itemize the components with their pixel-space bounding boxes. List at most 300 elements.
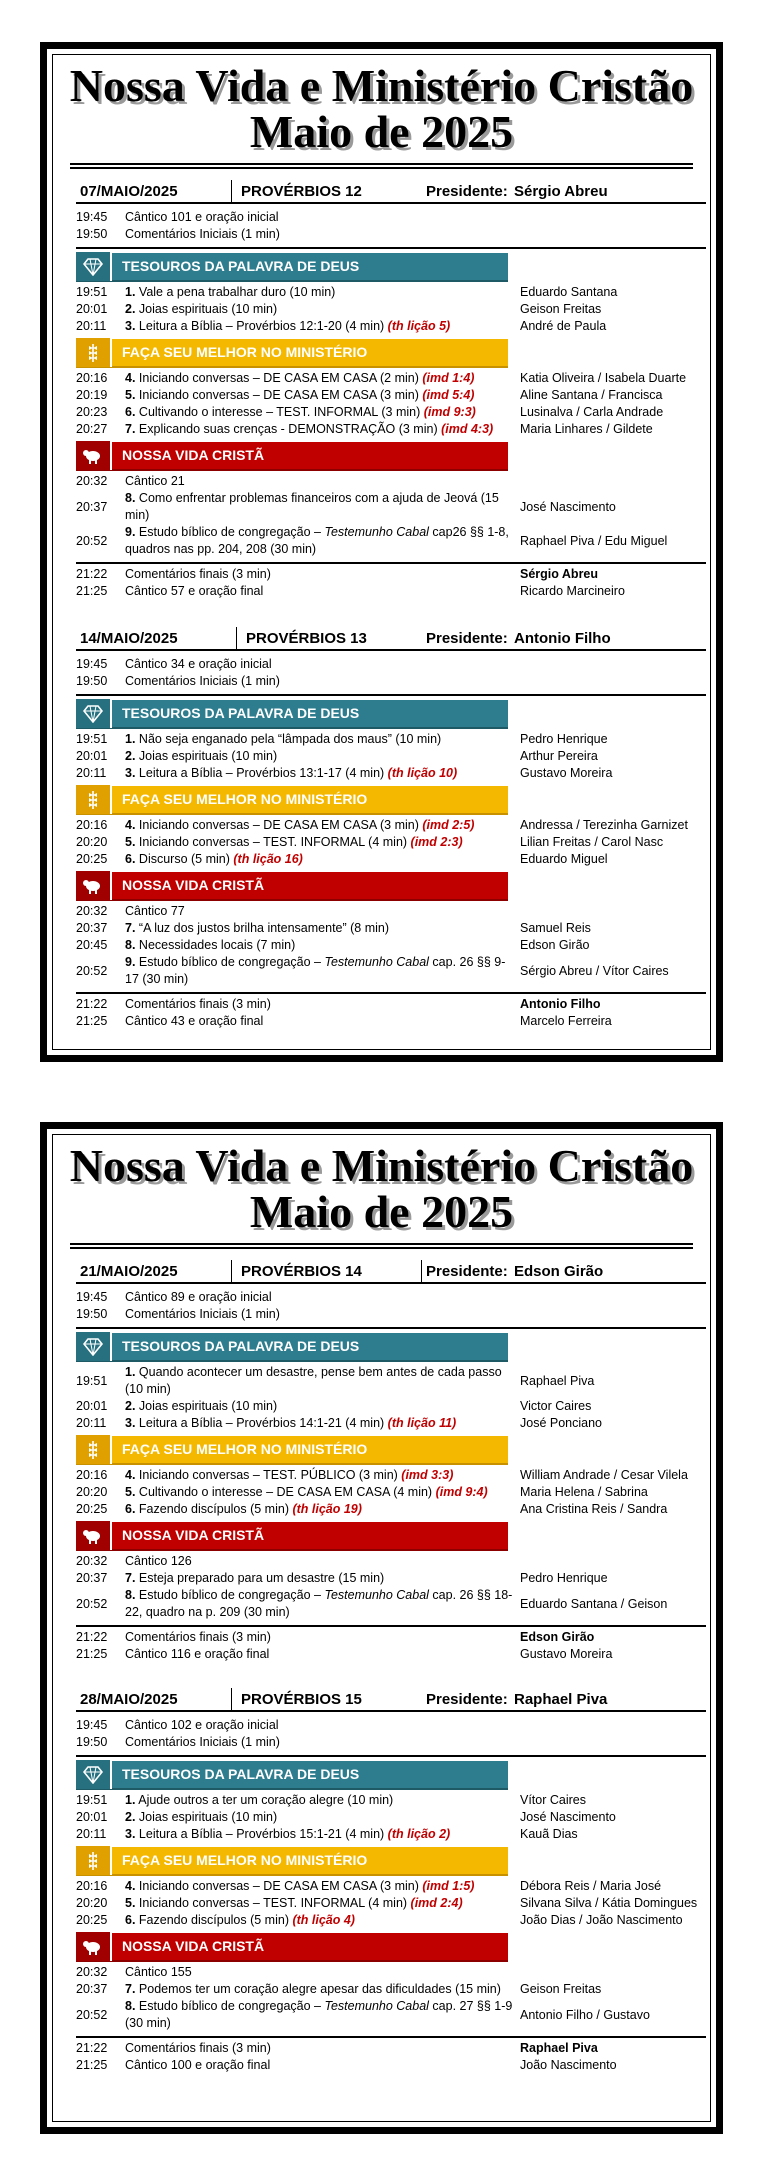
row-assignee: Geison Freitas xyxy=(520,1982,602,1996)
part-reference: (th lição 11) xyxy=(387,1416,457,1430)
row-time: 20:20 xyxy=(76,1896,108,1910)
week-header xyxy=(76,180,706,204)
row-part xyxy=(125,937,520,954)
row-time: 19:45 xyxy=(76,1718,108,1732)
part-number: 3. xyxy=(125,1827,136,1841)
row-part xyxy=(125,1629,520,1646)
part-text: Iniciando conversas – DE CASA EM CASA (3 min) xyxy=(138,388,423,402)
section-icon xyxy=(76,1435,112,1464)
program-row xyxy=(76,1306,706,1323)
part-text: Comentários Iniciais (1 min) xyxy=(125,1735,280,1749)
row-assignee: Victor Caires xyxy=(520,1399,592,1413)
row-time: 20:01 xyxy=(76,749,108,763)
row-assignee: João Dias / João Nascimento xyxy=(520,1913,683,1927)
program-row xyxy=(76,954,706,988)
part-text: Iniciando conversas – TEST. INFORMAL (4 min) xyxy=(138,1896,411,1910)
program-row xyxy=(76,748,706,765)
part-number: 4. xyxy=(125,371,136,385)
program-row xyxy=(76,1484,706,1501)
part-text: Leitura a Bíblia – Provérbios 15:1-21 (4 min) xyxy=(138,1827,388,1841)
part-text: Comentários finais (3 min) xyxy=(125,2041,271,2055)
row-assignee: Antonio Filho xyxy=(520,997,601,1011)
row-time: 20:37 xyxy=(76,499,108,514)
program-row xyxy=(76,2057,706,2074)
row-time: 20:11 xyxy=(76,1416,107,1430)
part-reference: (imd 1:4) xyxy=(422,371,475,385)
schedule-page-2 xyxy=(40,1122,723,2134)
part-book-title: Testemunho Cabal xyxy=(324,1999,429,2013)
row-time: 20:20 xyxy=(76,1485,108,1499)
section-icon xyxy=(76,252,112,281)
row-time: 20:20 xyxy=(76,835,108,849)
row-part xyxy=(125,404,520,421)
program-row xyxy=(76,284,706,301)
week-header xyxy=(76,627,706,651)
part-number: 5. xyxy=(125,388,136,402)
part-number: 4. xyxy=(125,1879,136,1893)
row-part xyxy=(125,1998,520,2032)
row-assignee: Raphael Piva / Edu Miguel xyxy=(520,533,668,548)
row-time: 19:50 xyxy=(76,227,108,241)
part-number: 9. xyxy=(125,525,136,539)
part-number: 6. xyxy=(125,1913,136,1927)
wheat-icon xyxy=(86,1851,100,1871)
row-part xyxy=(125,656,520,673)
row-assignee: Andressa / Terezinha Garnizet xyxy=(520,818,688,832)
row-part xyxy=(125,2057,520,2074)
row-assignee: Ana Cristina Reis / Sandra xyxy=(520,1502,668,1516)
program-row xyxy=(76,834,706,851)
part-text: Comentários Iniciais (1 min) xyxy=(125,227,280,241)
row-assignee: Eduardo Santana xyxy=(520,285,618,299)
part-text: Cântico 101 e oração inicial xyxy=(125,210,279,224)
part-number: 2. xyxy=(125,1399,136,1413)
part-number: 4. xyxy=(125,1468,136,1482)
part-number: 6. xyxy=(125,405,136,419)
part-text: Comentários Iniciais (1 min) xyxy=(125,674,280,688)
program-row xyxy=(76,1912,706,1929)
part-number: 1. xyxy=(125,1793,136,1807)
section-header-tes xyxy=(76,700,508,729)
row-assignee: Samuel Reis xyxy=(520,921,591,935)
row-assignee: Edson Girão xyxy=(520,1630,595,1644)
row-part xyxy=(125,490,520,524)
row-assignee: Kauã Dias xyxy=(520,1827,578,1841)
row-assignee: Geison Freitas xyxy=(520,302,602,316)
part-number: 7. xyxy=(125,422,136,436)
row-part xyxy=(125,765,520,782)
part-text-cont: cap. 26 §§ 18-22, quadro na p. 209 (30 min) xyxy=(125,1588,513,1619)
row-part xyxy=(125,731,520,748)
program-row xyxy=(76,473,706,490)
part-text: Cântico 100 e oração final xyxy=(125,2058,271,2072)
row-part xyxy=(125,1501,520,1518)
row-part xyxy=(125,2040,520,2057)
section-icon xyxy=(76,338,112,367)
row-time: 20:52 xyxy=(76,2007,108,2022)
section-title: FAÇA SEU MELHOR NO MINISTÉRIO xyxy=(122,791,368,807)
part-text: Comentários Iniciais (1 min) xyxy=(125,1307,280,1321)
part-text: Cultivando o interesse – TEST. INFORMAL (3 min) xyxy=(138,405,424,419)
row-time: 20:27 xyxy=(76,422,108,436)
row-assignee: Silvana Silva / Kátia Domingues xyxy=(520,1896,698,1910)
program-row xyxy=(76,673,706,690)
section-icon xyxy=(76,1760,112,1789)
page-title xyxy=(53,60,710,157)
part-number: 1. xyxy=(125,1365,136,1379)
row-time: 20:01 xyxy=(76,1399,108,1413)
row-assignee: Lusinalva / Carla Andrade xyxy=(520,405,664,419)
row-assignee: Edson Girão xyxy=(520,938,590,952)
row-time: 19:45 xyxy=(76,210,108,224)
part-text: Iniciando conversas – DE CASA EM CASA (2 min) xyxy=(138,371,423,385)
part-reference: (imd 2:4) xyxy=(410,1896,463,1910)
part-text: Quando acontecer um desastre, pense bem antes de cada passo (10 min) xyxy=(125,1365,502,1396)
program-row xyxy=(76,817,706,834)
program-row xyxy=(76,318,706,335)
part-text: Como enfrentar problemas financeiros com a ajuda de Jeová (15 min) xyxy=(125,491,499,522)
part-reference: (imd 4:3) xyxy=(441,422,494,436)
row-time: 20:11 xyxy=(76,319,107,333)
section-header-nvc xyxy=(76,442,508,471)
row-time: 20:16 xyxy=(76,371,108,385)
section-title: FAÇA SEU MELHOR NO MINISTÉRIO xyxy=(122,1441,368,1457)
row-time: 21:22 xyxy=(76,2041,108,2055)
part-text: Cântico 155 xyxy=(125,1965,192,1979)
row-assignee: José Ponciano xyxy=(520,1416,603,1430)
part-number: 9. xyxy=(125,955,136,969)
part-number: 3. xyxy=(125,319,136,333)
row-assignee: Gustavo Moreira xyxy=(520,766,613,780)
part-text: Cântico 89 e oração inicial xyxy=(125,1290,272,1304)
part-reference: (imd 9:3) xyxy=(423,405,476,419)
row-time: 20:25 xyxy=(76,1502,108,1516)
section-header-fac xyxy=(76,786,508,815)
row-time: 20:37 xyxy=(76,1571,108,1585)
row-part xyxy=(125,421,520,438)
sheep-icon xyxy=(82,1938,104,1956)
row-assignee: Lilian Freitas / Carol Nasc xyxy=(520,835,664,849)
week-reading: PROVÉRBIOS 14 xyxy=(241,1263,362,1280)
section-title: NOSSA VIDA CRISTÃ xyxy=(122,877,265,893)
divider xyxy=(76,1625,706,1627)
row-assignee: André de Paula xyxy=(520,319,607,333)
page-title xyxy=(53,1140,710,1237)
part-text: Iniciando conversas – DE CASA EM CASA (3 min) xyxy=(138,818,423,832)
program-row xyxy=(76,421,706,438)
diamond-icon xyxy=(83,705,103,723)
program-row xyxy=(76,209,706,226)
part-text: Joias espirituais (10 min) xyxy=(138,302,278,316)
program-row xyxy=(76,903,706,920)
week-date: 07/MAIO/2025 xyxy=(80,183,178,200)
title-line-2: Maio de 2025 xyxy=(249,1186,514,1237)
row-part xyxy=(125,1826,520,1843)
row-part xyxy=(125,1912,520,1929)
part-text: Estudo bíblico de congregação – xyxy=(138,955,325,969)
divider xyxy=(76,562,706,564)
president-label: Presidente: xyxy=(426,183,508,200)
program-row xyxy=(76,1364,706,1398)
row-time: 20:32 xyxy=(76,1965,108,1979)
part-number: 8. xyxy=(125,491,136,505)
part-text: Cântico 102 e oração inicial xyxy=(125,1718,279,1732)
row-assignee: Pedro Henrique xyxy=(520,732,608,746)
row-time: 19:51 xyxy=(76,1793,108,1807)
row-assignee: Maria Linhares / Gildete xyxy=(520,422,653,436)
row-part xyxy=(125,583,520,600)
row-time: 19:50 xyxy=(76,1735,108,1749)
row-part xyxy=(125,954,520,988)
part-text: Estudo bíblico de congregação – xyxy=(138,1588,325,1602)
row-part xyxy=(125,1570,520,1587)
part-text: Joias espirituais (10 min) xyxy=(138,749,278,763)
part-number: 5. xyxy=(125,1485,136,1499)
part-text: Cântico 77 xyxy=(125,904,185,918)
row-time: 20:52 xyxy=(76,1596,108,1611)
program-row xyxy=(76,1587,706,1621)
section-title: TESOUROS DA PALAVRA DE DEUS xyxy=(122,705,360,721)
row-assignee: José Nascimento xyxy=(520,499,616,514)
row-part xyxy=(125,996,520,1013)
divider xyxy=(76,1755,706,1757)
president-label: Presidente: xyxy=(426,1691,508,1708)
row-assignee: Arthur Pereira xyxy=(520,749,598,763)
program-row xyxy=(76,765,706,782)
week-reading: PROVÉRBIOS 15 xyxy=(241,1691,362,1708)
program-row xyxy=(76,1289,706,1306)
part-reference: (imd 9:4) xyxy=(435,1485,488,1499)
row-time: 20:16 xyxy=(76,1468,108,1482)
section-header-fac xyxy=(76,1847,508,1876)
part-text: Comentários finais (3 min) xyxy=(125,997,271,1011)
part-reference: (th lição 16) xyxy=(233,852,303,866)
part-text: Joias espirituais (10 min) xyxy=(138,1810,278,1824)
row-time: 19:50 xyxy=(76,1307,108,1321)
program-row xyxy=(76,524,706,558)
week-reading: PROVÉRBIOS 12 xyxy=(241,183,362,200)
row-part xyxy=(125,1467,520,1484)
row-part xyxy=(125,673,520,690)
part-text: Leitura a Bíblia – Provérbios 13:1-17 (4 min) xyxy=(138,766,388,780)
row-assignee: Vítor Caires xyxy=(520,1793,586,1807)
president-name: Antonio Filho xyxy=(514,630,611,647)
row-time: 19:45 xyxy=(76,1290,108,1304)
row-part xyxy=(125,1415,520,1432)
wheat-icon xyxy=(86,1440,100,1460)
row-assignee: William Andrade / Cesar Vilela xyxy=(520,1468,688,1482)
row-time: 20:01 xyxy=(76,302,108,316)
part-text: Cântico 126 xyxy=(125,1554,192,1568)
row-part xyxy=(125,209,520,226)
row-assignee: Eduardo Santana / Geison xyxy=(520,1596,668,1611)
row-assignee: Pedro Henrique xyxy=(520,1571,608,1585)
divider xyxy=(76,2036,706,2038)
row-part xyxy=(125,1646,520,1663)
header-divider xyxy=(231,180,232,202)
part-number: 1. xyxy=(125,285,136,299)
row-time: 19:51 xyxy=(76,285,108,299)
part-text: Podemos ter um coração alegre apesar das dificuldades (15 min) xyxy=(138,1982,501,1996)
part-text: Cultivando o interesse – DE CASA EM CASA (4 min) xyxy=(138,1485,436,1499)
section-icon xyxy=(76,441,112,470)
title-rule xyxy=(70,163,693,169)
row-time: 20:01 xyxy=(76,1810,108,1824)
part-number: 8. xyxy=(125,1588,136,1602)
row-time: 19:45 xyxy=(76,657,108,671)
part-number: 6. xyxy=(125,1502,136,1516)
part-number: 3. xyxy=(125,1416,136,1430)
part-number: 7. xyxy=(125,921,136,935)
program-row xyxy=(76,1398,706,1415)
row-time: 20:32 xyxy=(76,904,108,918)
week-block xyxy=(76,627,706,1030)
week-block xyxy=(76,1688,706,2074)
part-reference: (imd 2:3) xyxy=(410,835,463,849)
part-reference: (th lição 19) xyxy=(292,1502,362,1516)
row-part xyxy=(125,387,520,404)
part-text: Joias espirituais (10 min) xyxy=(138,1399,278,1413)
week-date: 21/MAIO/2025 xyxy=(80,1263,178,1280)
row-time: 20:16 xyxy=(76,1879,108,1893)
row-time: 20:37 xyxy=(76,921,108,935)
part-text: Iniciando conversas – DE CASA EM CASA (3 min) xyxy=(138,1879,423,1893)
part-text: Comentários finais (3 min) xyxy=(125,567,271,581)
program-row xyxy=(76,996,706,1013)
row-part xyxy=(125,748,520,765)
row-assignee: Eduardo Miguel xyxy=(520,852,608,866)
row-time: 20:19 xyxy=(76,388,108,402)
wheat-icon xyxy=(86,790,100,810)
row-part xyxy=(125,1484,520,1501)
program-row xyxy=(76,1415,706,1432)
section-title: FAÇA SEU MELHOR NO MINISTÉRIO xyxy=(122,344,368,360)
section-header-fac xyxy=(76,339,508,368)
row-time: 20:32 xyxy=(76,1554,108,1568)
week-date: 14/MAIO/2025 xyxy=(80,630,178,647)
sheep-icon xyxy=(82,1527,104,1545)
program-row xyxy=(76,583,706,600)
part-text-cont: cap26 §§ 1-8, quadros nas pp. 204, 208 (30 min) xyxy=(125,525,509,556)
part-book-title: Testemunho Cabal xyxy=(324,1588,429,1602)
row-part xyxy=(125,1981,520,1998)
row-time: 19:50 xyxy=(76,674,108,688)
program-row xyxy=(76,1646,706,1663)
section-title: FAÇA SEU MELHOR NO MINISTÉRIO xyxy=(122,1852,368,1868)
part-reference: (th lição 5) xyxy=(387,319,451,333)
part-number: 2. xyxy=(125,302,136,316)
program-row xyxy=(76,370,706,387)
section-header-nvc xyxy=(76,872,508,901)
title-line-2: Maio de 2025 xyxy=(249,106,514,157)
row-time: 21:25 xyxy=(76,584,108,598)
part-text: Iniciando conversas – TEST. PÚBLICO (3 min) xyxy=(138,1468,402,1482)
divider xyxy=(76,992,706,994)
row-part xyxy=(125,834,520,851)
divider xyxy=(76,1327,706,1329)
part-text-cont: cap. 26 §§ 9-17 (30 min) xyxy=(125,955,506,986)
row-time: 20:11 xyxy=(76,766,107,780)
program-row xyxy=(76,2040,706,2057)
program-row xyxy=(76,1981,706,1998)
program-row xyxy=(76,1998,706,2032)
part-text: Leitura a Bíblia – Provérbios 14:1-21 (4 min) xyxy=(138,1416,388,1430)
section-title: TESOUROS DA PALAVRA DE DEUS xyxy=(122,258,360,274)
row-part xyxy=(125,524,520,558)
row-time: 20:52 xyxy=(76,533,108,548)
sheep-icon xyxy=(82,877,104,895)
sheep-icon xyxy=(82,447,104,465)
row-time: 21:22 xyxy=(76,1630,108,1644)
program-row xyxy=(76,490,706,524)
week-reading: PROVÉRBIOS 13 xyxy=(246,630,367,647)
part-text: Estudo bíblico de congregação – xyxy=(138,525,325,539)
title-line-1: Nossa Vida e Ministério Cristão xyxy=(69,60,694,111)
part-text: Esteja preparado para um desastre (15 min) xyxy=(138,1571,385,1585)
row-part xyxy=(125,473,520,490)
program-row xyxy=(76,731,706,748)
divider xyxy=(76,247,706,249)
row-part xyxy=(125,318,520,335)
row-part xyxy=(125,1717,520,1734)
row-part xyxy=(125,1964,520,1981)
part-number: 5. xyxy=(125,1896,136,1910)
row-assignee: Raphael Piva xyxy=(520,2041,598,2055)
part-reference: (imd 5:4) xyxy=(422,388,475,402)
title-line-1: Nossa Vida e Ministério Cristão xyxy=(69,1140,694,1191)
week-header xyxy=(76,1260,706,1284)
program-row xyxy=(76,1553,706,1570)
part-text: Explicando suas crenças - DEMONSTRAÇÃO (3 min) xyxy=(138,422,442,436)
part-text: Cântico 21 xyxy=(125,474,185,488)
section-header-tes xyxy=(76,1333,508,1362)
program-row xyxy=(76,1501,706,1518)
part-text: Discurso (5 min) xyxy=(138,852,234,866)
section-title: TESOUROS DA PALAVRA DE DEUS xyxy=(122,1766,360,1782)
row-part xyxy=(125,1306,520,1323)
title-rule xyxy=(70,1243,693,1249)
row-part xyxy=(125,1013,520,1030)
part-text: Leitura a Bíblia – Provérbios 12:1-20 (4 min) xyxy=(138,319,388,333)
part-text: Necessidades locais (7 min) xyxy=(138,938,296,952)
row-time: 21:22 xyxy=(76,997,108,1011)
part-text: Fazendo discípulos (5 min) xyxy=(138,1913,293,1927)
row-assignee: Gustavo Moreira xyxy=(520,1647,613,1661)
part-text: Vale a pena trabalhar duro (10 min) xyxy=(138,285,336,299)
program-row xyxy=(76,226,706,243)
row-assignee: Débora Reis / Maria José xyxy=(520,1879,662,1893)
week-block xyxy=(76,1260,706,1663)
section-header-nvc xyxy=(76,1522,508,1551)
row-part xyxy=(125,1364,520,1398)
program-row xyxy=(76,1629,706,1646)
row-part xyxy=(125,817,520,834)
section-title: TESOUROS DA PALAVRA DE DEUS xyxy=(122,1338,360,1354)
row-time: 20:23 xyxy=(76,405,108,419)
section-header-tes xyxy=(76,1761,508,1790)
row-time: 19:51 xyxy=(76,1373,108,1388)
part-reference: (th lição 10) xyxy=(387,766,458,780)
part-reference: (imd 1:5) xyxy=(422,1879,475,1893)
row-part xyxy=(125,1809,520,1826)
program-row xyxy=(76,920,706,937)
row-time: 20:32 xyxy=(76,474,108,488)
program-row xyxy=(76,1895,706,1912)
row-assignee: Marcelo Ferreira xyxy=(520,1014,612,1028)
row-part xyxy=(125,920,520,937)
row-assignee: Sérgio Abreu xyxy=(520,567,599,581)
section-title: NOSSA VIDA CRISTÃ xyxy=(122,447,265,463)
